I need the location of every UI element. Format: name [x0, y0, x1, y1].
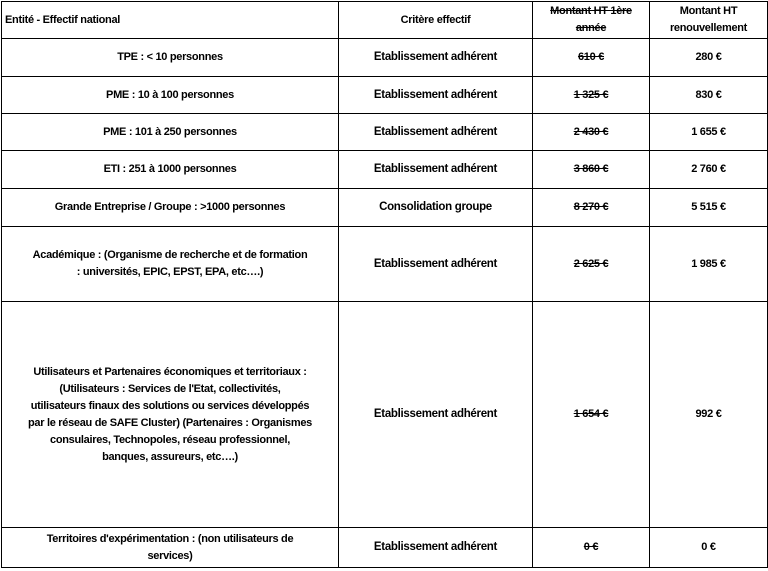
entity-line: (Utilisateurs : Services de l'Etat, collectivités,	[59, 382, 281, 395]
first-year-amount: 8 270 €	[533, 189, 650, 227]
criterion-cell: Etablissement adhérent	[339, 302, 533, 528]
entity-line: Territoires d'expérimentation : (non utilisateurs de	[46, 532, 294, 545]
entity-line: par le réseau de SAFE Cluster) (Partenaires : Organismes	[28, 416, 312, 429]
header-criterion: Critère effectif	[339, 2, 533, 39]
entity-cell: PME : 101 à 250 personnes	[2, 114, 339, 151]
renewal-amount: 1 985 €	[650, 227, 768, 302]
entity-cell	[2, 528, 339, 568]
renewal-amount: 830 €	[650, 77, 768, 114]
header-renewal	[650, 2, 768, 39]
entity-cell: TPE : < 10 personnes	[2, 39, 339, 77]
entity-cell: Grande Entreprise / Groupe : >1000 personnes	[2, 189, 339, 227]
header-first-year-line1: Montant HT 1ère	[550, 5, 632, 17]
table-row	[2, 114, 768, 151]
criterion-cell: Etablissement adhérent	[339, 151, 533, 189]
criterion-cell: Etablissement adhérent	[339, 114, 533, 151]
entity-line: Utilisateurs et Partenaires économiques et territoriaux :	[33, 365, 307, 378]
entity-cell	[2, 302, 339, 528]
entity-cell: PME : 10 à 100 personnes	[2, 77, 339, 114]
criterion-cell: Consolidation groupe	[339, 189, 533, 227]
table-row	[2, 77, 768, 114]
criterion-cell: Etablissement adhérent	[339, 528, 533, 568]
entity-line: services)	[147, 549, 193, 562]
entity-line: consulaires, Technopoles, réseau professionnel,	[50, 433, 290, 446]
pricing-table	[1, 1, 768, 568]
entity-line: : universités, EPIC, EPST, EPA, etc….)	[76, 266, 264, 278]
renewal-amount: 0 €	[650, 528, 768, 568]
renewal-amount: 1 655 €	[650, 114, 768, 151]
first-year-amount: 2 625 €	[533, 227, 650, 302]
entity-line: banques, assureurs, etc….)	[102, 450, 238, 463]
table-row	[2, 151, 768, 189]
header-first-year-line2: année	[575, 22, 607, 34]
table-header-row	[2, 2, 768, 39]
entity-cell: ETI : 251 à 1000 personnes	[2, 151, 339, 189]
entity-line: utilisateurs finaux des solutions ou services développés	[30, 399, 310, 412]
criterion-cell: Etablissement adhérent	[339, 39, 533, 77]
first-year-amount: 0 €	[533, 528, 650, 568]
renewal-amount: 2 760 €	[650, 151, 768, 189]
header-renewal-line1: Montant HT	[679, 5, 738, 17]
renewal-amount: 280 €	[650, 39, 768, 77]
table-row	[2, 302, 768, 528]
header-first-year	[533, 2, 650, 39]
renewal-amount: 5 515 €	[650, 189, 768, 227]
first-year-amount: 2 430 €	[533, 114, 650, 151]
table-row	[2, 189, 768, 227]
header-renewal-line2: renouvellement	[669, 22, 748, 34]
table-row	[2, 39, 768, 77]
first-year-amount: 1 654 €	[533, 302, 650, 528]
entity-line: Académique : (Organisme de recherche et de formation	[32, 249, 308, 261]
table-row	[2, 227, 768, 302]
criterion-cell: Etablissement adhérent	[339, 77, 533, 114]
first-year-amount: 610 €	[533, 39, 650, 77]
header-entity: Entité - Effectif national	[2, 2, 339, 39]
table-row	[2, 528, 768, 568]
entity-cell	[2, 227, 339, 302]
criterion-cell: Etablissement adhérent	[339, 227, 533, 302]
renewal-amount: 992 €	[650, 302, 768, 528]
first-year-amount: 1 325 €	[533, 77, 650, 114]
first-year-amount: 3 860 €	[533, 151, 650, 189]
